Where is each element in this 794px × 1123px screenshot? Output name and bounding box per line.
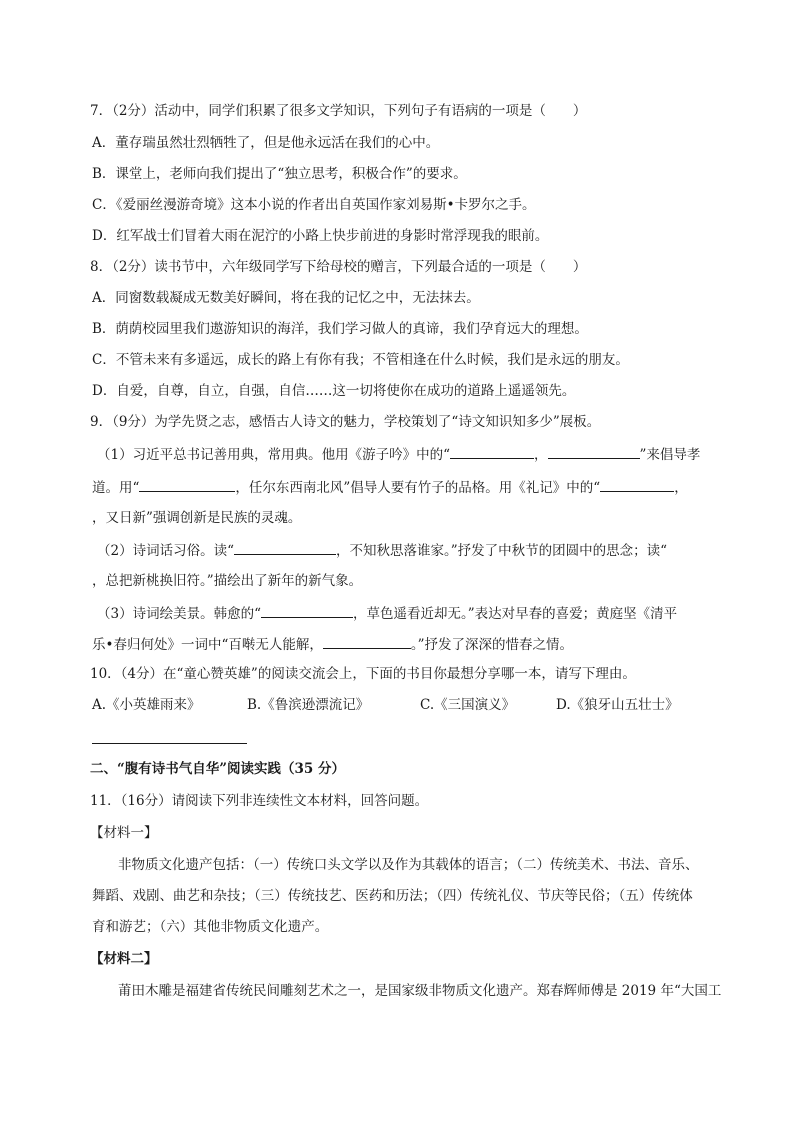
q10-book-b: B.《鲁滨逊漂流记》 [247,697,370,713]
q9-part1-text-g: ，又日新”强调创新是民族的灵魂。 [92,510,302,526]
q10-book-d: D.《狼牙山五壮士》 [556,697,679,713]
q10-stem: 10．（4分）在“童心赞英雄”的阅读交流会上，下面的书目你最想分享哪一本，请写下理由。 [90,666,636,682]
q9-part3-line2 [92,634,573,655]
q9-blank-2[interactable] [548,444,640,459]
q7-option-b: B．课堂上，老师向我们提出了“独立思考，积极合作”的要求。 [92,166,467,182]
q9-part3-text-a: （3）诗词绘美景。韩愈的“ [97,606,261,622]
q10-book-a: A.《小英雄雨来》 [92,697,201,713]
q9-part1-text-d: 道。用“ [92,480,140,496]
q7-option-a: A．董存瑞虽然壮烈牺牲了，但是他永远活在我们的心中。 [92,135,440,151]
q9-stem: 9．（9分）为学先贤之志，感悟古人诗文的魅力，学校策划了“诗文知识知多少”展板。 [90,414,601,430]
q9-blank-1[interactable] [450,444,534,459]
q9-part2-text-a: （2）诗词话习俗。读“ [97,543,234,559]
q7-option-c: C．《爱丽丝漫游奇境》这本小说的作者出自英国作家刘易斯•卡罗尔之手。 [92,197,536,213]
q9-blank-7[interactable] [323,634,411,649]
material1-line3: 育和游艺；（六）其他非物质文化遗产。 [92,919,329,935]
q7-stem: 7．（2分）活动中，同学们积累了很多文学知识，下列句子有语病的一项是（ ） [90,103,587,119]
q9-part1-text-a: （1）习近平总书记善用典，常用典。他用《游子吟》中的“ [97,447,450,463]
q8-option-a: A．同窗数载凝成无数美好瞬间，将在我的记忆之中，无法抹去。 [92,290,480,306]
q9-part1-text-e: ，任尔东西南北风”倡导人要有竹子的品格。用《礼记》中的“ [235,480,601,496]
q9-part1-line2 [92,477,688,498]
material2-line1: 莆田木雕是福建省传统民间雕刻艺术之一，是国家级非物质文化遗产。郑春辉师傅是 2019 年“大国工 [118,983,722,999]
q9-part3-line1 [97,603,677,624]
material1-title: 【材料一】 [90,825,158,841]
q9-part2-text-b: ，不知秋思落谁家。”抒发了中秋节的团圆中的思念；读“ [336,543,668,559]
q9-blank-3[interactable] [139,477,235,492]
q10-answer-line[interactable] [92,743,247,744]
q9-part3-text-b: ，草色遥看近却无。”表达对早春的喜爱；黄庭坚《清平 [353,606,678,622]
q9-blank-6[interactable] [261,603,353,618]
q11-stem: 11．（16分）请阅读下列非连续性文本材料，回答问题。 [90,793,429,809]
q9-blank-4[interactable] [600,477,674,492]
q9-blank-5[interactable] [234,540,336,555]
q9-part1-text-b: ， [534,447,548,463]
q9-part3-text-c: 乐•春归何处》一词中“百啭无人能解， [92,637,323,653]
q9-part2-text-c: ，总把新桃换旧符。”描绘出了新年的新气象。 [92,573,363,589]
q10-book-c: C.《三国演义》 [420,697,516,713]
material1-line2: 舞蹈、戏剧、曲艺和杂技；（三）传统技艺、医药和历法；（四）传统礼仪、节庆等民俗；（五）传统体 [92,888,693,904]
material2-title: 【材料二】 [90,951,158,967]
q9-part1-line1 [97,444,700,465]
q7-option-d: D．红军战士们冒着大雨在泥泞的小路上快步前进的身影时常浮现我的眼前。 [92,228,549,244]
q8-option-c: C．不管未来有多遥远，成长的路上有你有我；不管相逢在什么时候，我们是永远的朋友。 [92,352,629,368]
q9-part1-text-c: ”来倡导孝 [639,447,701,463]
q9-part2-line1 [97,540,667,561]
q8-option-b: B．荫荫校园里我们遨游知识的海洋，我们学习做人的真谛，我们孕育远大的理想。 [92,321,588,337]
section2-title: 二、“腹有诗书气自华”阅读实践（35 分） [90,761,346,777]
q9-part1-text-f: ， [674,480,688,496]
q9-part3-text-d: 。”抒发了深深的惜春之情。 [410,637,574,653]
material1-line1: 非物质文化遗产包括：（一）传统口头文学以及作为其载体的语言；（二）传统美术、书法、音乐、 [118,857,699,873]
q8-stem: 8．（2分）读书节中，六年级同学写下给母校的赠言，下列最合适的一项是（ ） [90,259,587,275]
q8-option-d: D．自爱，自尊，自立，自强，自信……这一切将使你在成功的道路上遥遥领先。 [92,383,576,399]
